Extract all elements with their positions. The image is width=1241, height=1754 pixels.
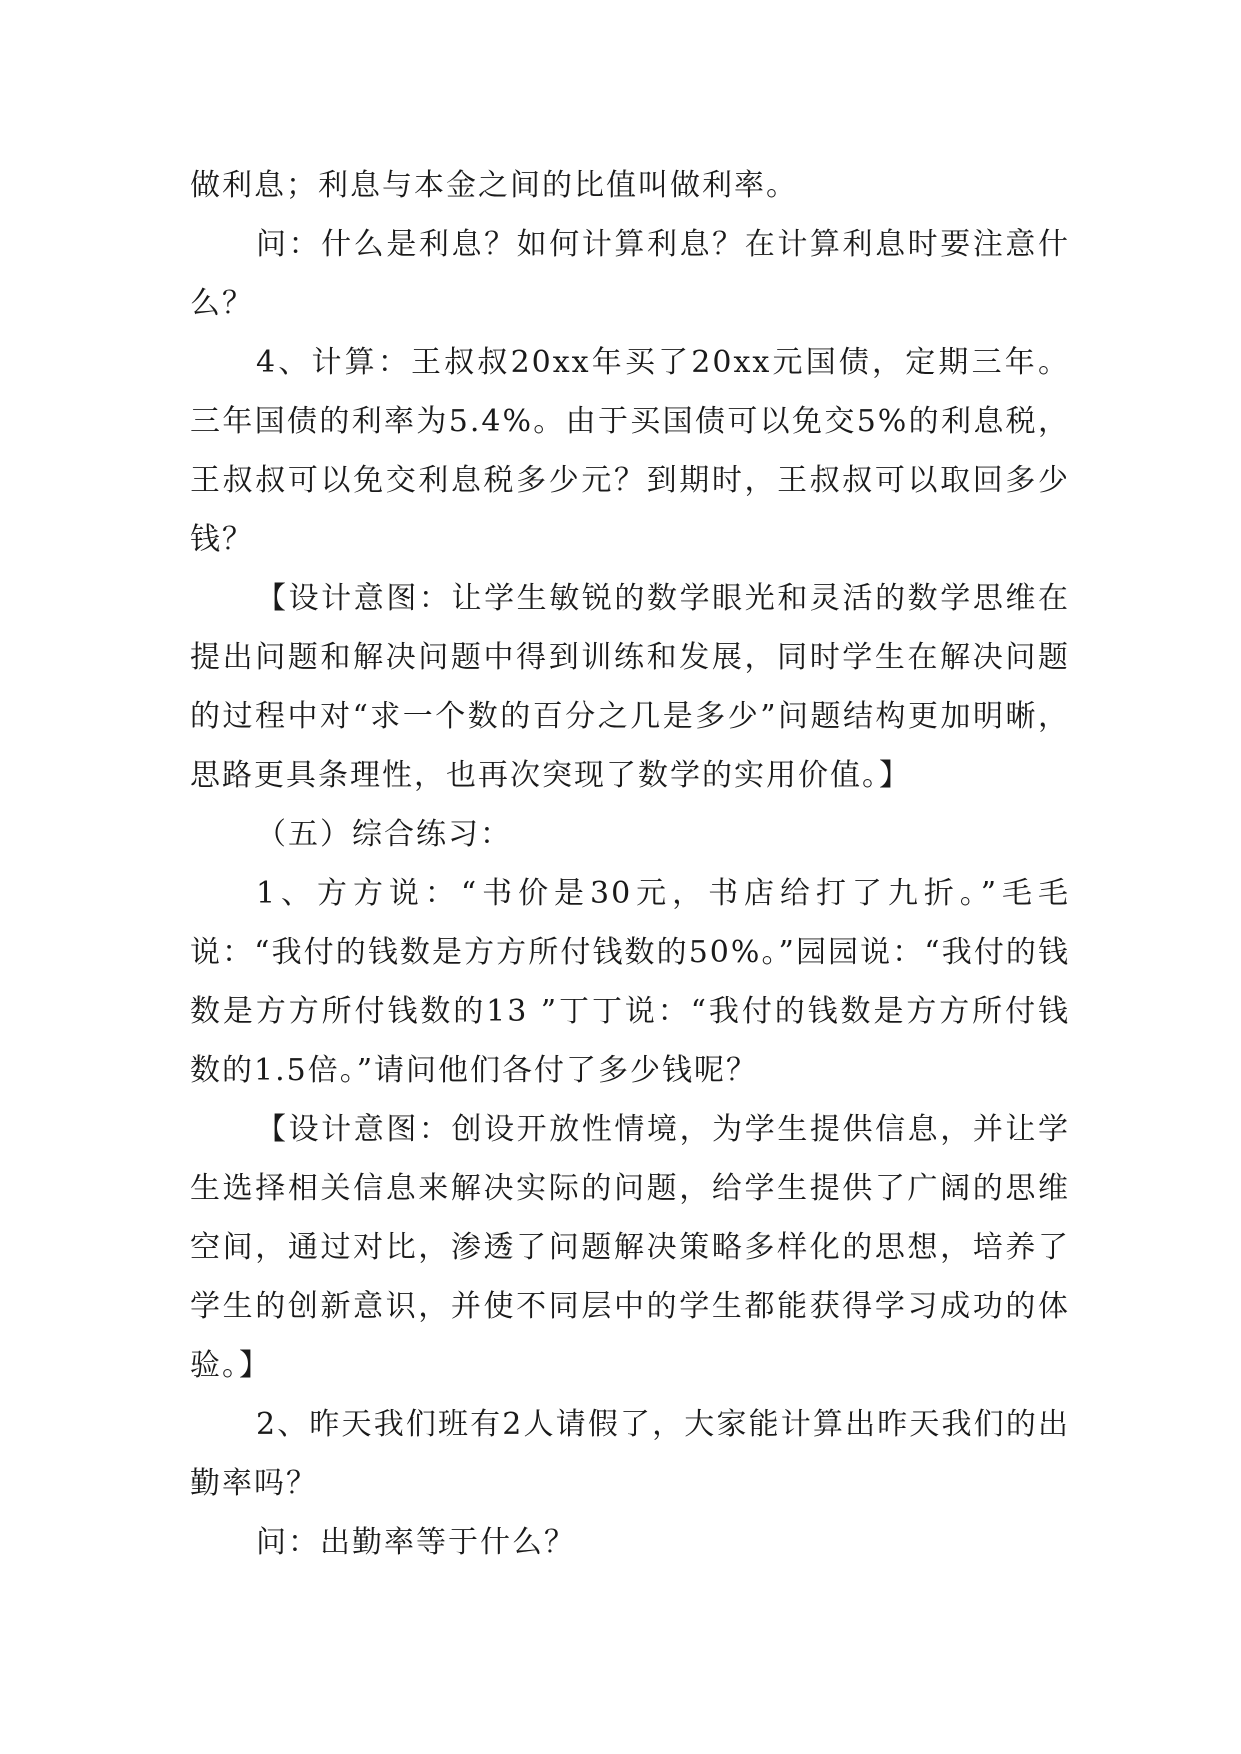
paragraph-interest-question: 问：什么是利息？如何计算利息？在计算利息时要注意什么？ (190, 227, 1070, 321)
paragraph-design-intent-2: 【设计意图：创设开放性情境，为学生提供信息，并让学生选择相关信息来解决实际的问题，给学生提供了广阔的思维空间，通过对比，渗透了问题解决策略多样化的思想，培养了学生的创新意识，并使不同层中的学生都能获得学习成功的体验。】 (190, 1112, 1070, 1383)
body-text (190, 156, 1070, 1572)
paragraph-exercise-2: 2、昨天我们班有2人请假了，大家能计算出昨天我们的出勤率吗？ (190, 1407, 1070, 1501)
paragraph-interest-definition: 做利息；利息与本金之间的比值叫做利率。 (190, 168, 798, 203)
paragraph-calculation-problem: 4、计算：王叔叔20xx年买了20xx元国债，定期三年。三年国债的利率为5.4%。由于买国债可以免交5%的利息税，王叔叔可以免交利息税多少元？到期时，王叔叔可以取回多少钱？ (190, 345, 1070, 557)
section-heading-practice: （五）综合练习： (256, 817, 512, 852)
paragraph-design-intent-1: 【设计意图：让学生敏锐的数学眼光和灵活的数学思维在提出问题和解决问题中得到训练和发展，同时学生在解决问题的过程中对“求一个数的百分之几是多少”问题结构更加明晰，思路更具条理性，也再次突现了数学的实用价值。】 (190, 581, 1070, 793)
paragraph-exercise-1: 1、方方说：“书价是30元，书店给打了九折。”毛毛说：“我付的钱数是方方所付钱数的50%。”园园说：“我付的钱数是方方所付钱数的13 ”丁丁说：“我付的钱数是方方所付钱数的1.5倍。”请问他们各付了多少钱呢？ (190, 876, 1070, 1088)
paragraph-attendance-question: 问：出勤率等于什么？ (256, 1525, 576, 1560)
